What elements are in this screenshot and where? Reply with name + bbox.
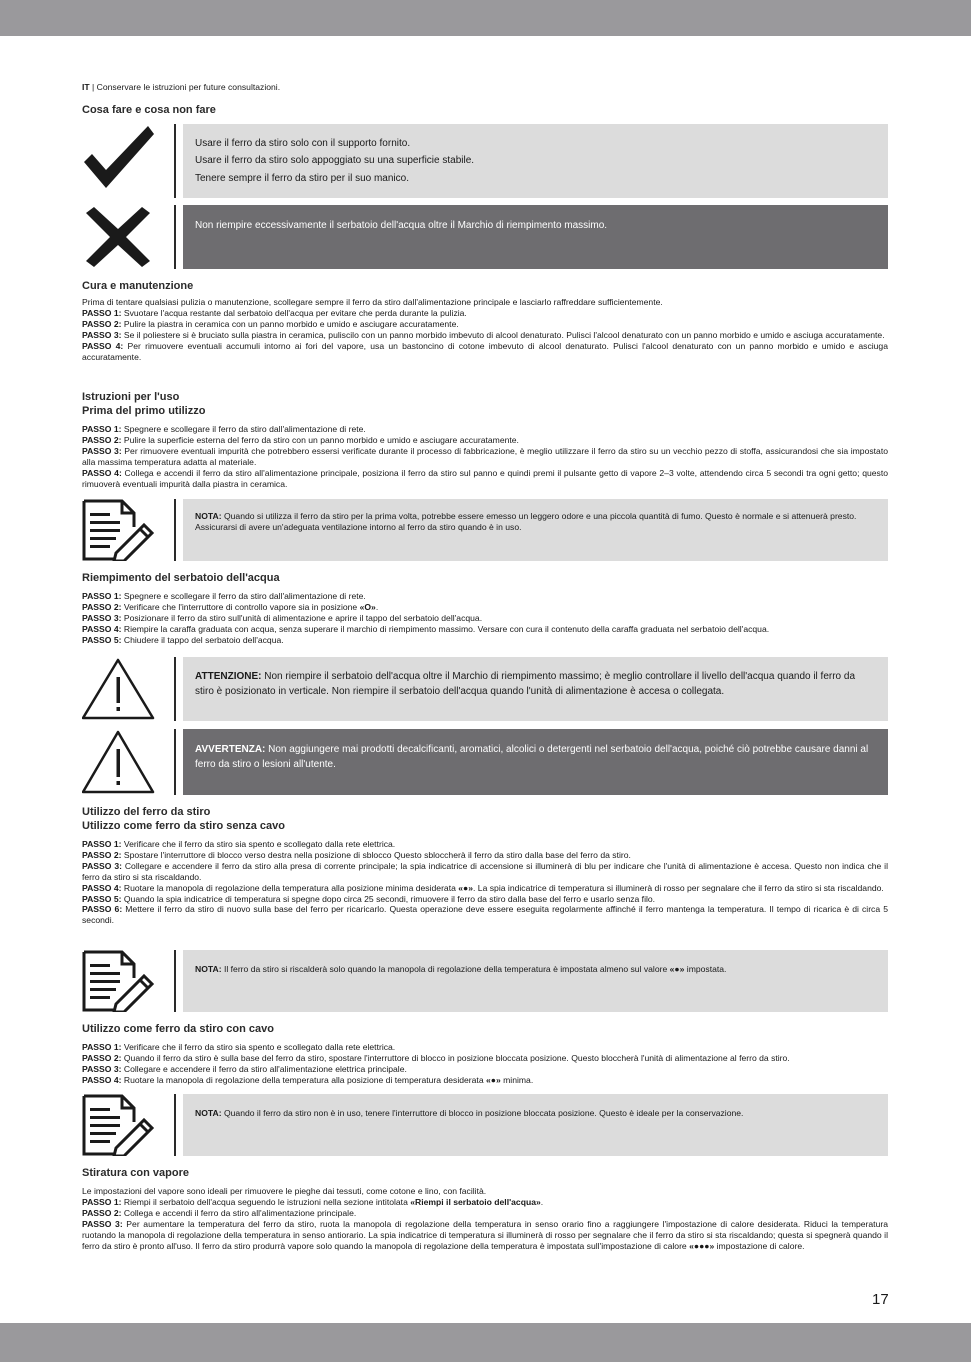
divider-line: [174, 499, 176, 561]
cross-icon: [82, 205, 158, 269]
divider-line: [174, 657, 176, 721]
corded-step: PASSO 2: Quando il ferro da stiro è sulla base del ferro da stiro, spostare l'interruttore di blocco in posizione bloccata posizione. Questo bloccherà l'unità di alimentazione al ferro da stiro.: [82, 1052, 790, 1063]
do-item: Usare il ferro da stiro solo appoggiato su una superficie stabile.: [195, 155, 475, 167]
filling-step: PASSO 4: Riempire la caraffa graduata con acqua, senza superare il marchio di riempimento massimo. Versare con cura il contenuto della caraffa graduata nel serbatoio dell'acqua.: [82, 623, 770, 634]
corded-step: PASSO 4: Ruotare la manopola di regolazione della temperatura alla posizione di temperatura desiderata «●» minima.: [82, 1074, 534, 1085]
note-pencil-icon: [82, 1094, 158, 1156]
usage-step: PASSO 3: Collegare e accendere il ferro da stiro alla presa di corrente principale; la spia indicatrice di accensione si illuminerà di blu per indicare che l'unità di alimentazione è accesa. Questo non indica che il ferro da stiro si sta riscaldando.: [82, 860, 888, 882]
warning-triangle-icon: [82, 729, 158, 795]
care-step: PASSO 2: Pulire la piastra in ceramica con un panno morbido e umido e asciugare accuratamente.: [82, 318, 459, 329]
top-bar: [0, 0, 971, 36]
filling-step: PASSO 2: Verificare che l'interruttore di controllo vapore sia in posizione «O».: [82, 601, 379, 612]
care-intro: Prima di tentare qualsiasi pulizia o manutenzione, scollegare sempre il ferro da stiro dall'alimentazione principale e lasciarlo raffreddare sufficientemente.: [82, 297, 663, 307]
note-text: NOTA: Il ferro da stiro si riscalderà solo quando la manopola di regolazione della temperatura è impostata almeno sul valore «●» impostata.: [195, 963, 727, 974]
dont-item: Non riempire eccessivamente il serbatoio dell'acqua oltre il Marchio di riempimento massimo.: [195, 220, 608, 232]
steam-step: PASSO 3: Per aumentare la temperatura del ferro da stiro, ruota la manopola di regolazione della temperatura in senso orario fino a raggiungere l'impostazione di calore desiderata. Riduci la temperatura ruotando la manopola di regolazione della temperatura in senso antiorario. La spia indicatrice di temperatura si illuminerà di rosso per segnalare che il ferro da stiro si sta riscaldando; questa si spegnerà quando il ferro da stiro è pronto all'uso. Il ferro da stiro produrrà vapore solo quando la manopola di regolazione della temperatura è impostata sull'impostazione di calore «●●●» impostazione di calore.: [82, 1218, 888, 1251]
filling-step: PASSO 1: Spegnere e scollegare il ferro da stiro dall'alimentazione di rete.: [82, 591, 366, 601]
page-number: 17: [872, 1291, 889, 1308]
caution-box: [82, 657, 888, 721]
bottom-bar: [0, 1323, 971, 1362]
instruction-step: PASSO 3: Per rimuovere eventuali impurità che potrebbero essersi verificate durante il processo di fabbricazione, è meglio utilizzare il ferro da stiro su un vecchio pezzo di stoffa, assicurandosi che sia impostato alla massima temperatura adatta al materiale.: [82, 445, 888, 467]
corded-step: PASSO 1: Verificare che il ferro da stiro sia spento e scollegato dalla rete elettrica.: [82, 1042, 396, 1052]
warning-text: AVVERTENZA: Non aggiungere mai prodotti decalcificanti, aromatici, alcolici o detergenti nel serbatoio dell'acqua, poiché ciò potrebbe causare danni al ferro da stiro o lesioni all'utente.: [195, 744, 869, 770]
instructions-body: [82, 424, 888, 489]
filling-body: [82, 591, 888, 646]
divider-line: [174, 205, 176, 269]
divider-line: [174, 950, 176, 1012]
instructions-subtitle: Prima del primo utilizzo: [82, 405, 206, 417]
language-line: [82, 82, 782, 92]
instruction-step: PASSO 1: Spegnere e scollegare il ferro da stiro dall'alimentazione di rete.: [82, 424, 366, 434]
warning-panel: [183, 729, 888, 795]
corded-title: Utilizzo come ferro da stiro con cavo: [82, 1023, 274, 1035]
do-item: Usare il ferro da stiro solo con il supporto fornito.: [195, 137, 411, 149]
steam-step: PASSO 1: Riempi il serbatoio dell'acqua seguendo le istruzioni nella sezione intitolata «Riempi il serbatoio dell'acqua».: [82, 1196, 544, 1207]
note-pencil-icon: [82, 950, 158, 1012]
note-box-corded: [82, 1094, 888, 1156]
steam-step: PASSO 2: Collega e accendi il ferro da stiro all'alimentazione principale.: [82, 1207, 357, 1218]
corded-step: PASSO 3: Collegare e accendere il ferro da stiro all'alimentazione elettrica principale.: [82, 1063, 407, 1074]
divider-line: [174, 124, 176, 198]
warning-box: [82, 729, 888, 795]
care-step: PASSO 3: Se il poliestere si è bruciato sulla piastra in ceramica, puliscilo con un panno morbido imbevuto di alcool denaturato. Pulisci l'alcool denaturato con un panno morbido e umido e asciuga accuratamente.: [82, 329, 885, 340]
note-panel: [183, 499, 888, 561]
instruction-step: PASSO 2: Pulire la superficie esterna del ferro da stiro con un panno morbido e umido e asciugare accuratamente.: [82, 434, 519, 445]
instruction-step: PASSO 4: Collega e accendi il ferro da stiro all'alimentazione principale, posiziona il ferro da stiro sul panno e quindi premi il pulsante getto di vapore 2–3 volte, attendendo circa 5 secondi tra ogni getto; questo rimuoverà eventuali impurità dalla piastra in ceramica.: [82, 467, 888, 489]
divider-line: [174, 729, 176, 795]
note-text: NOTA: Quando si utilizza il ferro da stiro per la prima volta, potrebbe essere emesso un leggero odore e una piccola quantità di fumo. Questo è normale e si attenuerà presto. Assicurarsi di avere un'adeguata ventilazione intorno al ferro da stiro quando è in uso.: [195, 511, 857, 532]
dont-panel: [183, 205, 888, 269]
do-box: [82, 124, 888, 198]
filling-title: Riempimento del serbatoio dell'acqua: [82, 572, 280, 584]
usage-step: PASSO 5: Quando la spia indicatrice di temperatura si spegne dopo circa 25 secondi, rimuovere il ferro da stiro dalla base del ferro e usarlo senza filo.: [82, 893, 656, 904]
note-box-cordless: [82, 950, 888, 1012]
steam-title: Stiratura con vapore: [82, 1167, 189, 1179]
note-panel: [183, 1094, 888, 1156]
usage-step: PASSO 4: Ruotare la manopola di regolazione della temperatura alla posizione minima desiderata «●». La spia indicatrice di temperatura si illuminerà di rosso per segnalare che il ferro da stiro si sta riscaldando.: [82, 882, 884, 893]
note-pencil-icon: [82, 499, 158, 561]
divider-line: [174, 1094, 176, 1156]
dos-donts-title: Cosa fare e cosa non fare: [82, 104, 216, 116]
usage-title: Utilizzo del ferro da stiro: [82, 806, 211, 818]
instructions-title: Istruzioni per l'uso: [82, 391, 180, 403]
usage-body: [82, 839, 888, 926]
language-separator: |: [89, 82, 97, 92]
filling-step: PASSO 3: Posizionare il ferro da stiro sull'unità di alimentazione e aprire il tappo del serbatoio dell'acqua.: [82, 612, 483, 623]
checkmark-icon: [82, 124, 158, 198]
corded-body: [82, 1042, 888, 1086]
usage-step: PASSO 6: Mettere il ferro da stiro di nuovo sulla base del ferro per ricaricarlo. Questa operazione deve essere eseguita regolarmente affinché il ferro mantenga la temperatura. Il tempo di ricarica è di circa 5 secondi.: [82, 904, 888, 926]
filling-step: PASSO 5: Chiudere il tappo del serbatoio dell'acqua.: [82, 634, 284, 645]
do-panel: [183, 124, 888, 198]
usage-subtitle: Utilizzo come ferro da stiro senza cavo: [82, 820, 285, 832]
usage-step: PASSO 2: Spostare l'interruttore di blocco verso destra nella posizione di sblocco Questo sbloccherà il ferro da stiro dalla base del ferro da stiro.: [82, 849, 631, 860]
language-code: IT: [82, 82, 90, 92]
note-text: NOTA: Quando il ferro da stiro non è in uso, tenere l'interruttore di blocco in posizione bloccata posizione. Questo è ideale per la conservazione.: [195, 1107, 744, 1118]
warning-triangle-icon: [82, 657, 158, 721]
care-title: Cura e manutenzione: [82, 280, 194, 292]
care-step: PASSO 1: Svuotare l'acqua restante dal serbatoio dell'acqua per evitare che perda durante la pulizia.: [82, 307, 467, 318]
steam-body: [82, 1186, 888, 1251]
caution-text: ATTENZIONE: Non riempire il serbatoio dell'acqua oltre il Marchio di riempimento massimo; è meglio controllare il livello dell'acqua quando il ferro da stiro è posizionato in verticale. Non riempire il serbatoio dell'acqua quando l'unità di alimentazione è accesa o collegata.: [195, 671, 856, 697]
note-box-first-use: [82, 499, 888, 561]
do-item: Tenere sempre il ferro da stiro per il suo manico.: [195, 172, 409, 184]
usage-step: PASSO 1: Verificare che il ferro da stiro sia spento e scollegato dalla rete elettrica.: [82, 839, 396, 849]
caution-panel: [183, 657, 888, 721]
language-text: Conservare le istruzioni per future consultazioni.: [96, 82, 281, 92]
care-step: PASSO 4: Per rimuovere eventuali accumuli intorno ai fori del vapore, usa un bastoncino di cotone imbevuto di alcool denaturato. Pulisci l'alcool denaturato con un panno morbido e umido e asciuga accuratamente.: [82, 340, 888, 362]
dont-box: [82, 205, 888, 269]
steam-intro: Le impostazioni del vapore sono ideali per rimuovere le pieghe dai tessuti, come cotone e lino, con facilità.: [82, 1186, 487, 1196]
note-panel: [183, 950, 888, 1012]
care-body: [82, 297, 888, 362]
